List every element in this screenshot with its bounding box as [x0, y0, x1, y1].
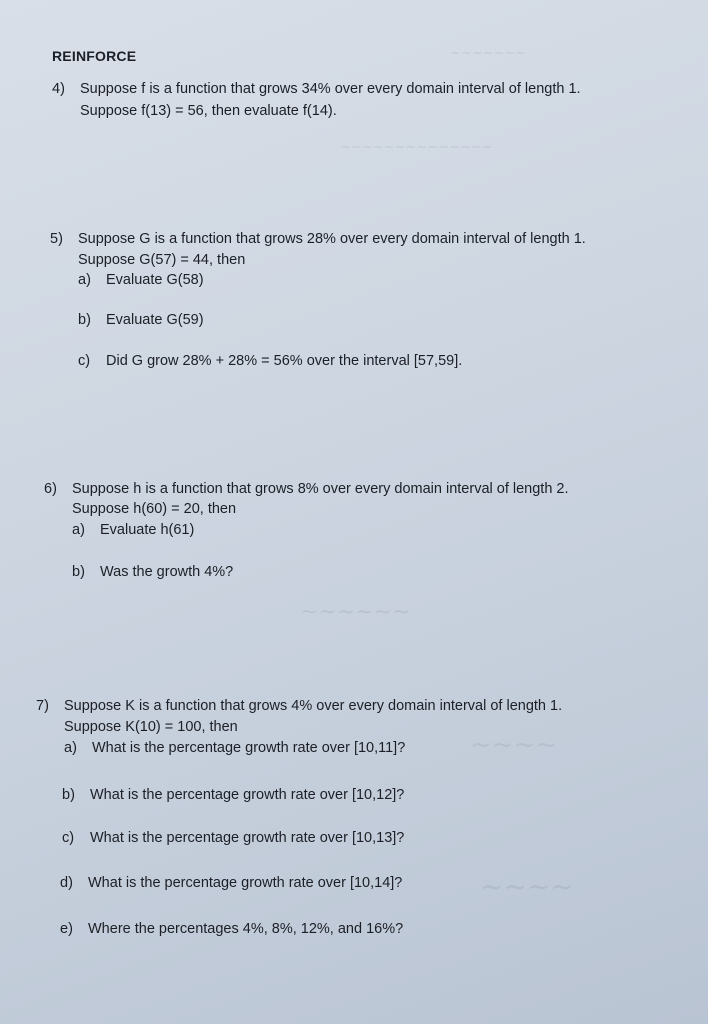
problem-number: 5) — [50, 231, 63, 247]
problem-7-part-c — [62, 829, 404, 847]
part-label: a) — [78, 272, 91, 288]
problem-7-line-2 — [64, 718, 238, 736]
problem-4-line-1 — [52, 80, 581, 98]
part-text: Evaluate G(59) — [106, 312, 204, 328]
part-text: What is the percentage growth rate over [10,13]? — [90, 830, 405, 846]
show-through-mark: ~~~~ — [470, 730, 558, 760]
problem-5-part-b — [78, 311, 204, 329]
part-label: b) — [62, 787, 75, 803]
problem-text: Suppose G is a function that grows 28% over every domain interval of length 1. — [78, 231, 586, 247]
part-text: Was the growth 4%? — [100, 564, 234, 580]
problem-5-line-1 — [50, 230, 586, 248]
problem-text: Suppose G(57) = 44, then — [78, 252, 246, 268]
problem-text: Suppose h(60) = 20, then — [72, 501, 237, 517]
part-text: Evaluate G(58) — [106, 272, 204, 288]
part-label: c) — [62, 830, 75, 846]
part-text: Where the percentages 4%, 8%, 12%, and 16%? — [88, 921, 404, 937]
problem-7-part-a — [64, 739, 405, 757]
problem-4-line-2 — [80, 102, 337, 120]
problem-5-part-c — [78, 352, 462, 370]
problem-6-line-1 — [44, 480, 569, 498]
problem-7-part-d — [60, 874, 402, 892]
problem-text: Suppose h is a function that grows 8% over every domain interval of length 2. — [72, 481, 569, 497]
part-label: a) — [72, 522, 85, 538]
problem-6-part-b — [72, 563, 233, 581]
problem-text: Suppose f(13) = 56, then evaluate f(14). — [80, 103, 337, 119]
problem-6-line-2 — [72, 500, 236, 518]
problem-text: Suppose K(10) = 100, then — [64, 719, 238, 735]
part-text: What is the percentage growth rate over [10,11]? — [92, 740, 406, 756]
part-text: What is the percentage growth rate over [10,14]? — [88, 875, 403, 891]
show-through-mark: ~~~~ — [480, 870, 574, 903]
problem-5-part-a — [78, 271, 204, 289]
part-label: a) — [64, 740, 77, 756]
problem-7-part-b — [62, 786, 404, 804]
show-through-mark: ~~~~~~~ — [450, 46, 527, 61]
part-text: What is the percentage growth rate over [10,12]? — [90, 787, 405, 803]
show-through-mark: ~~~~~~ — [300, 600, 411, 625]
problem-6-part-a — [72, 521, 194, 539]
problem-text: Suppose K is a function that grows 4% over every domain interval of length 1. — [64, 698, 563, 714]
problem-number: 7) — [36, 698, 49, 714]
part-label: b) — [72, 564, 85, 580]
problem-7-part-e — [60, 920, 403, 938]
problem-number: 4) — [52, 81, 65, 97]
problem-number: 6) — [44, 481, 57, 497]
part-text: Evaluate h(61) — [100, 522, 195, 538]
worksheet-heading: REINFORCE — [52, 48, 137, 64]
part-label: b) — [78, 312, 91, 328]
problem-7-line-1 — [36, 697, 562, 715]
part-label: e) — [60, 921, 73, 937]
problem-text: Suppose f is a function that grows 34% over every domain interval of length 1. — [80, 81, 581, 97]
part-label: c) — [78, 353, 91, 369]
show-through-mark: ~~~~~~~~~~~~~~ — [340, 140, 493, 155]
part-label: d) — [60, 875, 73, 891]
part-text: Did G grow 28% + 28% = 56% over the interval [57,59]. — [106, 353, 463, 369]
problem-5-line-2 — [78, 251, 245, 269]
